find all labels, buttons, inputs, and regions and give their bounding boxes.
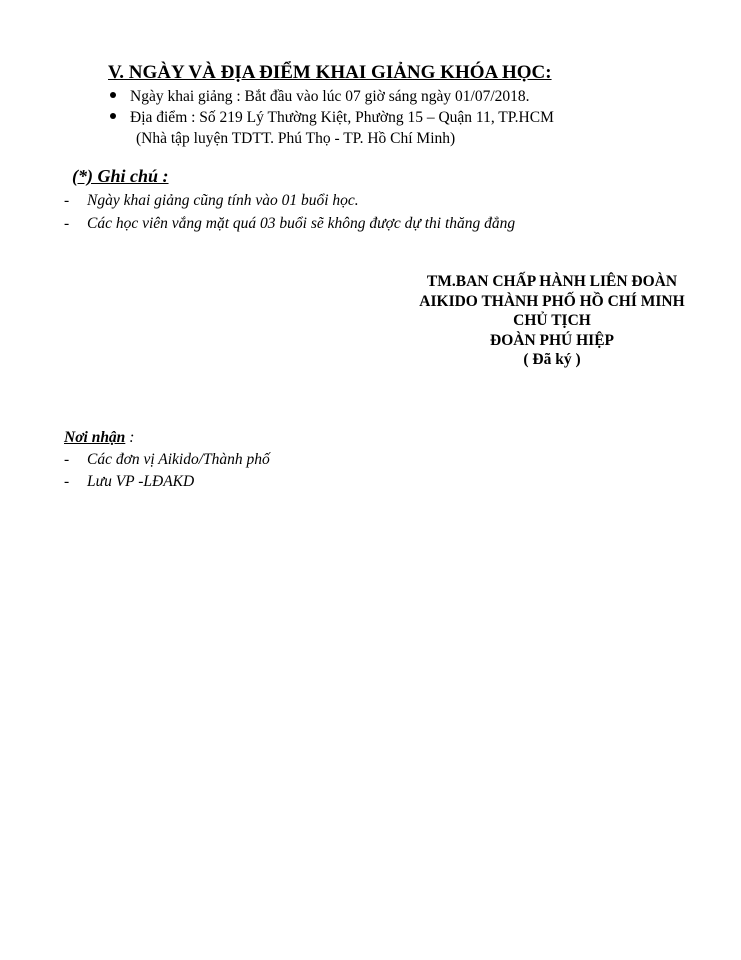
dash-marker: - bbox=[64, 451, 70, 468]
dash-marker: - bbox=[64, 215, 70, 232]
note-item bbox=[64, 215, 515, 233]
bullet-item-location bbox=[110, 109, 554, 127]
recipient-item-text: Các đơn vị Aikido/Thành phố bbox=[87, 451, 270, 468]
dash-marker: - bbox=[64, 192, 70, 209]
bullet-text: Ngày khai giảng : Bắt đầu vào lúc 07 giờ sáng ngày 01/07/2018. bbox=[130, 88, 530, 105]
signature-line-org: TM.BAN CHẤP HÀNH LIÊN ĐOÀN bbox=[426, 273, 678, 290]
address-note: (Nhà tập luyện TDTT. Phú Thọ - TP. Hồ Chí Minh) bbox=[136, 130, 456, 147]
recipients-heading bbox=[64, 429, 134, 447]
note-item-text: Các học viên vắng mặt quá 03 buổi sẽ không được dự thi thăng đẳng bbox=[87, 215, 516, 232]
signature-line-federation: AIKIDO THÀNH PHỐ HỒ CHÍ MINH bbox=[419, 292, 685, 310]
notes-heading: (*) Ghi chú : bbox=[72, 166, 169, 186]
recipient-item bbox=[64, 473, 194, 491]
recipients-label: Nơi nhận bbox=[64, 429, 126, 446]
bullet-icon bbox=[110, 113, 116, 119]
signature-block bbox=[400, 272, 704, 370]
note-item-text: Ngày khai giảng cũng tính vào 01 buổi học. bbox=[87, 192, 359, 209]
section-heading: V. NGÀY VÀ ĐỊA ĐIỂM KHAI GIẢNG KHÓA HỌC: bbox=[108, 62, 552, 83]
note-item bbox=[64, 192, 359, 210]
bullet-text: Địa điểm : Số 219 Lý Thường Kiệt, Phường 15 – Quận 11, TP.HCM bbox=[130, 109, 554, 126]
signature-line-name: ĐOÀN PHÚ HIỆP bbox=[490, 331, 614, 349]
bullet-item-start-date bbox=[110, 88, 530, 106]
recipient-item bbox=[64, 451, 270, 469]
signature-line-title: CHỦ TỊCH bbox=[513, 312, 591, 329]
signature-line-signed: ( Đã ký ) bbox=[523, 351, 581, 368]
recipient-item-text: Lưu VP -LĐAKD bbox=[87, 473, 195, 490]
recipients-label-suffix: : bbox=[125, 429, 135, 446]
bullet-icon bbox=[110, 92, 116, 98]
dash-marker: - bbox=[64, 473, 70, 490]
